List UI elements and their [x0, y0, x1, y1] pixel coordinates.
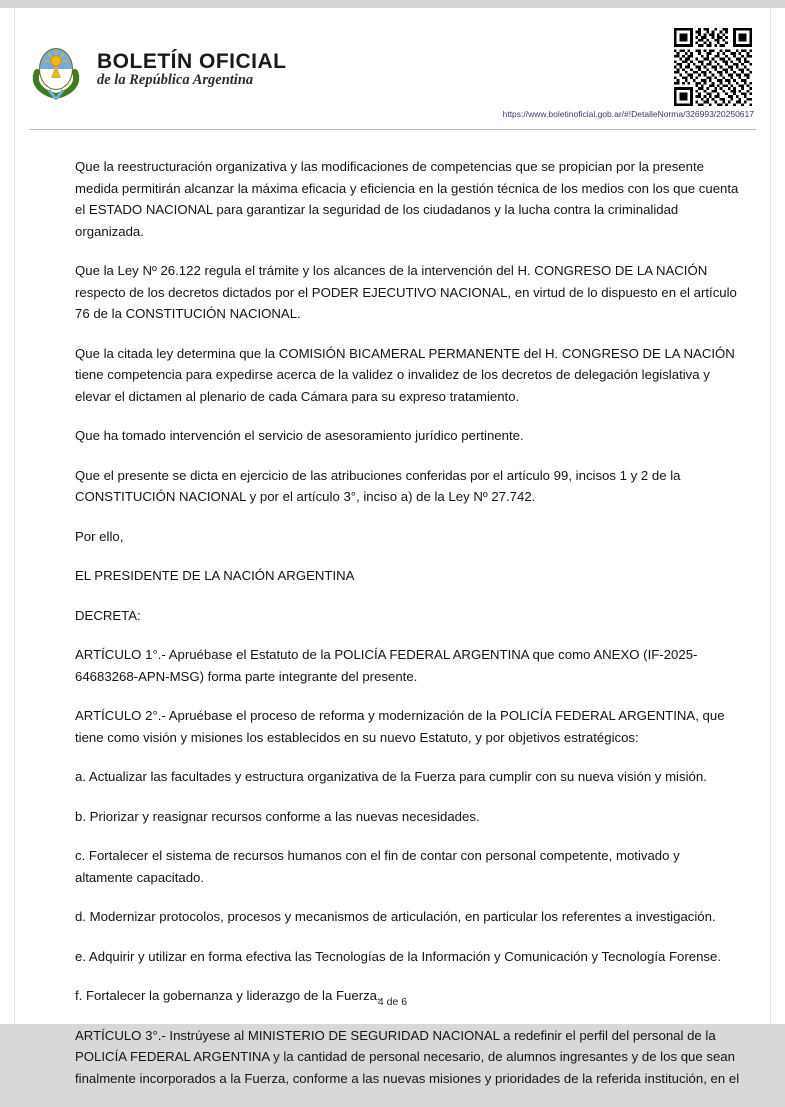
- argentina-coat-of-arms-icon: [27, 38, 85, 100]
- paragraph: ARTÍCULO 1°.- Apruébase el Estatuto de la POLICÍA FEDERAL ARGENTINA que como ANEXO (IF-2025-64683268-APN-MSG) forma parte integrante del presente.: [75, 647, 698, 684]
- paragraph: f. Fortalecer la gobernanza y liderazgo de la Fuerza.: [75, 988, 381, 1003]
- document-header: [15, 8, 770, 120]
- brand-title: BOLETÍN OFICIAL: [97, 49, 287, 73]
- page-number: 4 de 6: [377, 996, 408, 1008]
- brand-text-block: [97, 51, 287, 88]
- document-body: [75, 156, 741, 1107]
- qr-code-icon: [674, 28, 752, 106]
- paragraph: Que la reestructuración organizativa y las modificaciones de competencias que se propician por la presente medida permitirán alcanzar la máxima eficacia y eficiencia en la gestión técnica de los medios con los que cuenta el ESTADO NACIONAL para garantizar la seguridad de los ciudadanos y la lucha contra la criminalidad organizada.: [75, 159, 739, 239]
- paragraph: b. Priorizar y reasignar recursos conforme a las nuevas necesidades.: [75, 808, 480, 824]
- paragraph: ARTÍCULO 2°.- Apruébase el proceso de reforma y modernización de la POLICÍA FEDERAL ARGENTINA, que tiene como visión y misiones los establecidos en su nuevo Estatuto, y por objetivos estratégicos:: [75, 708, 725, 745]
- paragraph: a. Actualizar las facultades y estructura organizativa de la Fuerza para cumplir con su nueva visión y misión.: [75, 769, 707, 784]
- paragraph: ARTÍCULO 3°.- Instrúyese al MINISTERIO DE SEGURIDAD NACIONAL a redefinir el perfil del personal de la POLICÍA FEDERAL ARGENTINA y la cantidad de personal necesario, de alumnos ingresantes y de los que sean finalmente incorporados a la Fuerza, conforme a las nuevas misiones y prioridades de la referida institución, en el: [75, 1027, 740, 1086]
- document-sheet: [14, 8, 771, 1086]
- header-divider: [29, 129, 756, 130]
- brand-subtitle: de la República Argentina: [97, 71, 254, 88]
- paragraph: EL PRESIDENTE DE LA NACIÓN ARGENTINA: [75, 568, 355, 583]
- viewer-top-strip: [0, 0, 785, 8]
- paragraph: c. Fortalecer el sistema de recursos humanos con el fin de contar con personal competente, motivado y altamente capacitado.: [75, 848, 680, 885]
- paragraph: d. Modernizar protocolos, procesos y mecanismos de articulación, en particular los referentes a investigación.: [75, 909, 716, 924]
- paragraph: e. Adquirir y utilizar en forma efectiva las Tecnologías de la Información y Comunicación y Tecnología Forense.: [75, 948, 722, 964]
- boletin-oficial-brand: [27, 38, 287, 100]
- paragraph: Que el presente se dicta en ejercicio de las atribuciones conferidas por el artículo 99, incisos 1 y 2 de la CONSTITUCIÓN NACIONAL y por el artículo 3°, inciso a) de la Ley Nº 27.742.: [75, 467, 681, 504]
- paragraph: DECRETA:: [75, 607, 141, 623]
- paragraph: Que la Ley Nº 26.122 regula el trámite y los alcances de la intervención del H. CONGRESO DE LA NACIÓN respecto de los decretos dictados por el PODER EJECUTIVO NACIONAL, en virtud de lo dispuesto en el artículo 76 de la CONSTITUCIÓN NACIONAL.: [75, 263, 737, 321]
- paragraph: Que la citada ley determina que la COMISIÓN BICAMERAL PERMANENTE del H. CONGRESO DE LA NACIÓN tiene competencia para expedirse acerca de la validez o invalidez de los decretos de delegación legislativa y elevar el dictamen al plenario de cada Cámara para su expreso tratamiento.: [75, 345, 735, 404]
- document-source-url[interactable]: https://www.boletinoficial.gob.ar/#!DetalleNorma/326993/20250617: [502, 109, 754, 119]
- paragraph: Por ello,: [75, 528, 124, 544]
- paragraph: Que ha tomado intervención el servicio de asesoramiento jurídico pertinente.: [75, 428, 524, 443]
